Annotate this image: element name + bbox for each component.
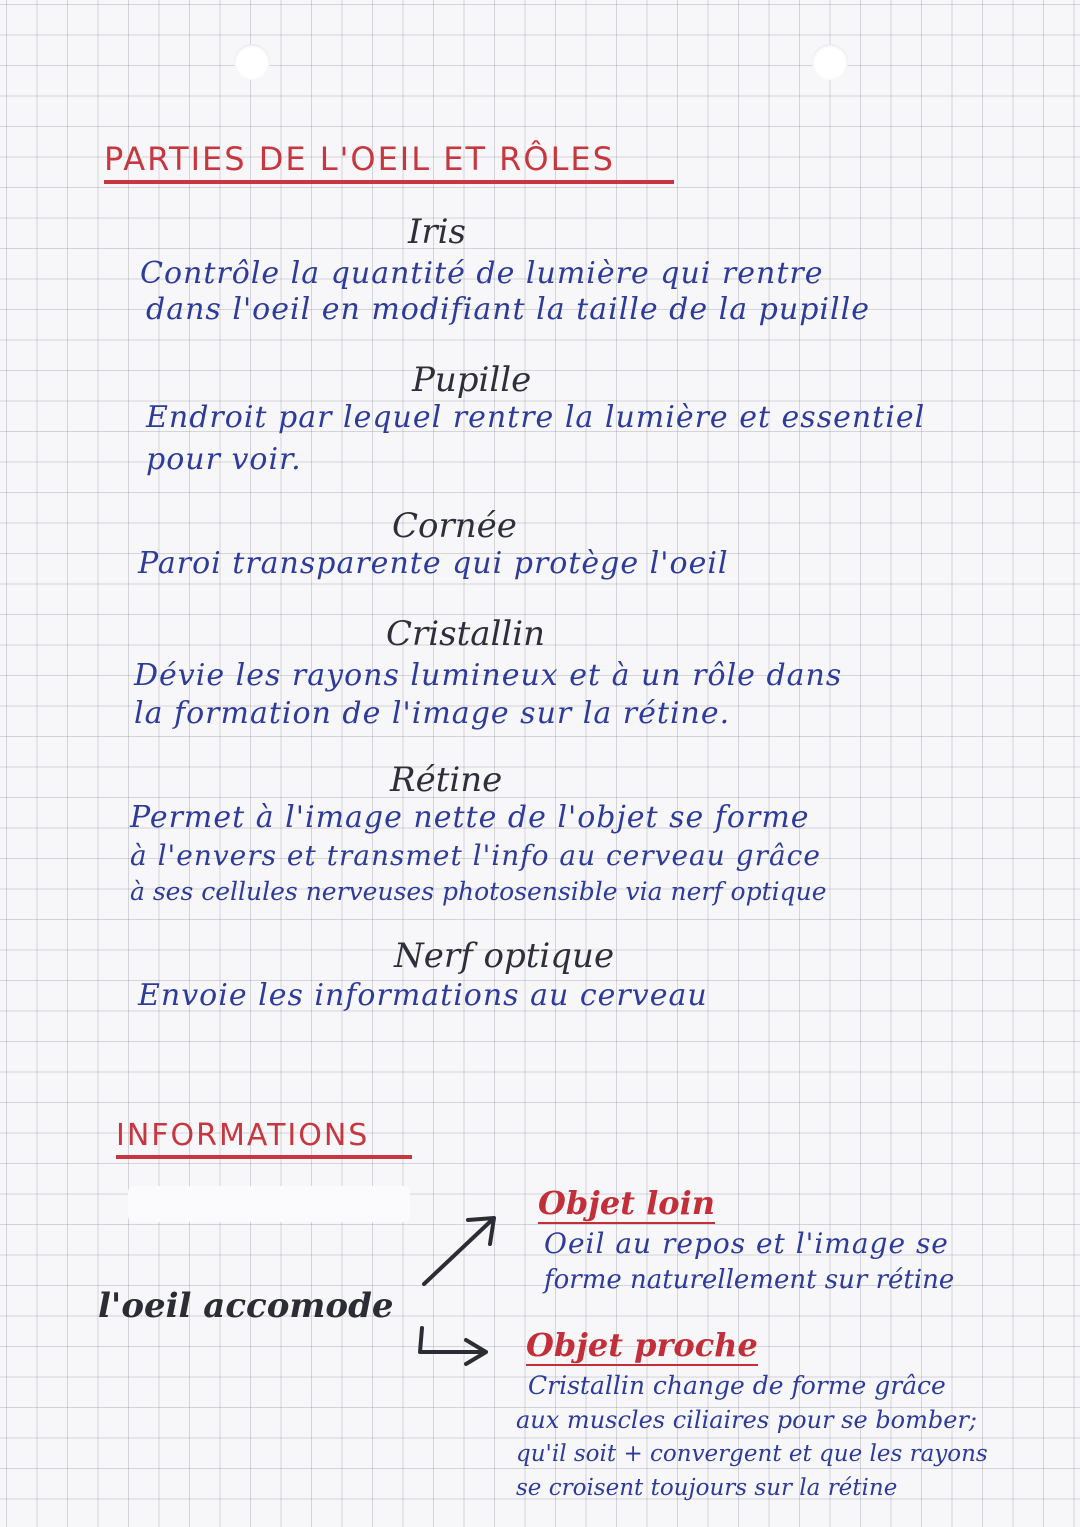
near-object-heading: Objet proche bbox=[526, 1326, 758, 1364]
section-text-iris-line-1: Contrôle la quantité de lumière qui rentre bbox=[140, 256, 824, 291]
page-title: PARTIES DE L'OEIL ET RÔLES bbox=[104, 140, 674, 184]
far-object-text-line-1: Oeil au repos et l'image se bbox=[544, 1227, 949, 1260]
section-text-pupille-line-2: pour voir. bbox=[146, 442, 302, 477]
near-object-text-line-4: se croisent toujours sur la rétine bbox=[516, 1475, 898, 1501]
section-heading-cristallin: Cristallin bbox=[386, 614, 546, 654]
far-object-text-line-2: forme naturellement sur rétine bbox=[544, 1265, 955, 1295]
arrow-right-icon bbox=[420, 1328, 486, 1364]
section-text-cristallin-line-2: la formation de l'image sur la rétine. bbox=[134, 696, 731, 731]
section-heading-pupille: Pupille bbox=[412, 360, 532, 400]
arrow-up-icon bbox=[424, 1218, 494, 1284]
section-text-nerf-optique-line-1: Envoie les informations au cerveau bbox=[138, 978, 708, 1013]
near-object-text-line-3: qu'il soit + convergent et que les rayons bbox=[516, 1441, 988, 1467]
section-heading-cornee: Cornée bbox=[392, 506, 517, 546]
section-heading-nerf-optique: Nerf optique bbox=[394, 936, 615, 976]
section-heading-retine: Rétine bbox=[390, 760, 503, 800]
near-object-text-line-1: Cristallin change de forme grâce bbox=[528, 1371, 946, 1400]
section-text-pupille-line-1: Endroit par lequel rentre la lumière et essentiel bbox=[146, 400, 926, 435]
section-text-retine-line-3: à ses cellules nerveuses photosensible via nerf optique bbox=[130, 877, 827, 906]
near-object-text-line-2: aux muscles ciliaires pour se bomber; bbox=[516, 1406, 978, 1434]
accommodation-subject: l'oeil accomode bbox=[98, 1286, 394, 1326]
section-text-retine-line-2: à l'envers et transmet l'info au cerveau grâce bbox=[130, 839, 821, 872]
section-text-retine-line-1: Permet à l'image nette de l'objet se forme bbox=[130, 800, 810, 835]
informations-title: INFORMATIONS bbox=[116, 1118, 412, 1159]
section-heading-iris: Iris bbox=[408, 212, 467, 252]
section-text-cornee-line-1: Paroi transparente qui protège l'oeil bbox=[138, 546, 729, 581]
section-text-cristallin-line-1: Dévie les rayons lumineux et à un rôle dans bbox=[134, 658, 843, 693]
section-text-iris-line-2: dans l'oeil en modifiant la taille de la pupille bbox=[146, 292, 870, 327]
far-object-heading: Objet loin bbox=[538, 1184, 716, 1222]
